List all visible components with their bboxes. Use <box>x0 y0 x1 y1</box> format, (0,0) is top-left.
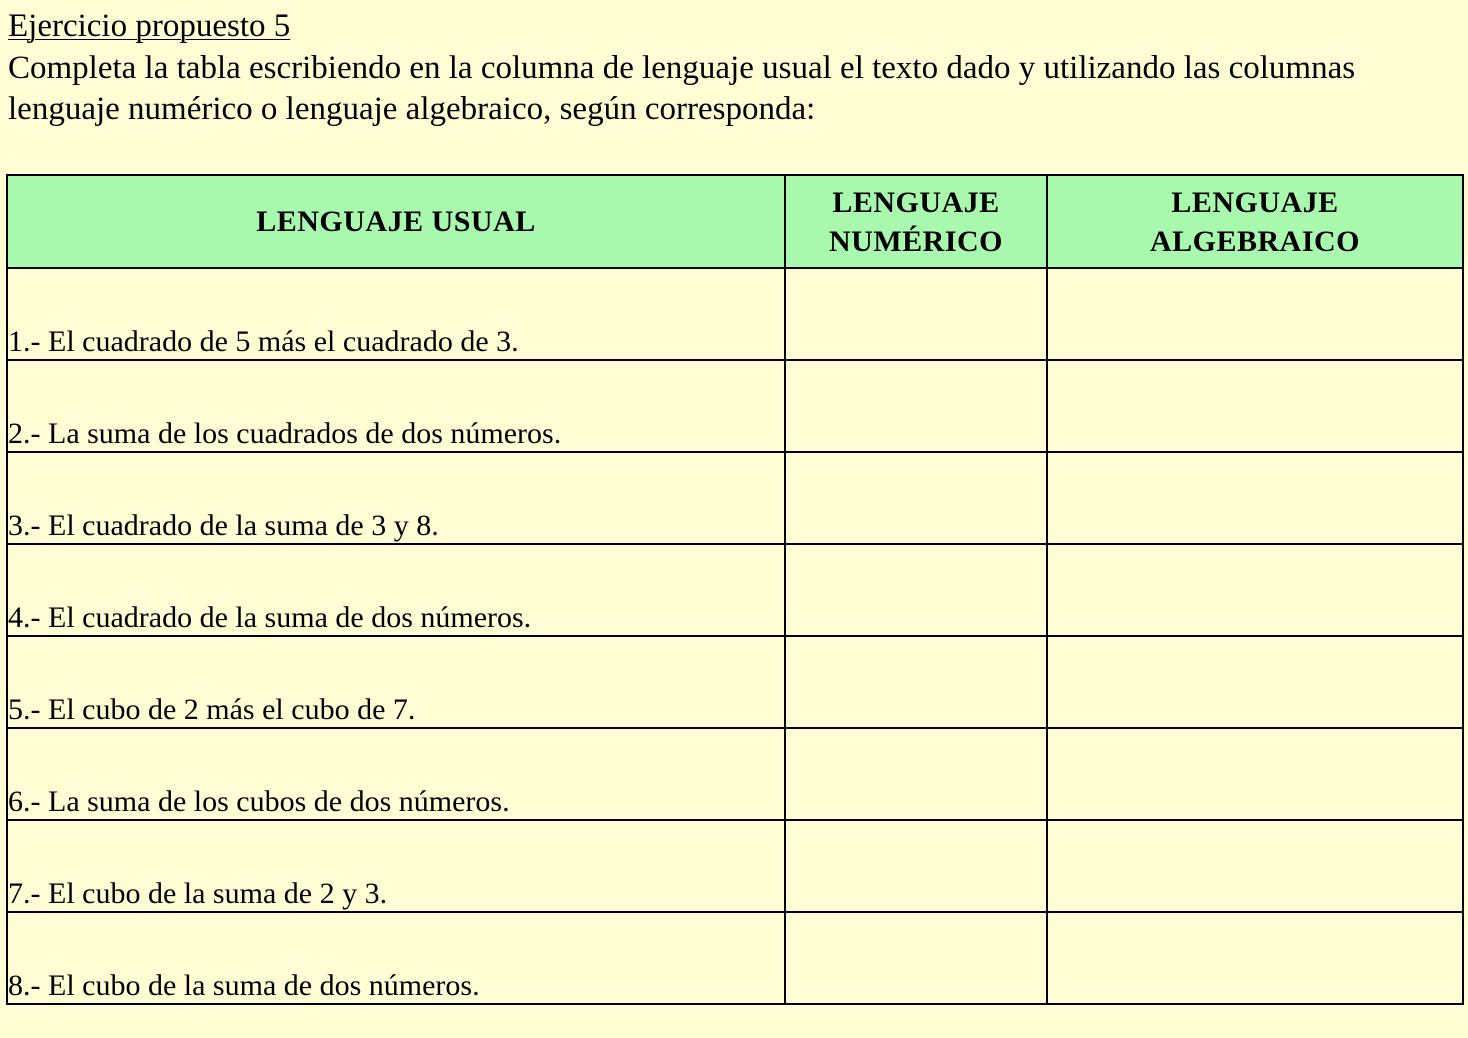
numerico-answer-cell[interactable] <box>785 268 1047 360</box>
exercise-table <box>6 174 1464 1005</box>
usual-cell: 1.- El cuadrado de 5 más el cuadrado de 3. <box>7 268 785 360</box>
header-lenguaje-usual <box>7 175 785 268</box>
numerico-answer-cell[interactable] <box>785 452 1047 544</box>
numerico-answer-cell[interactable] <box>785 360 1047 452</box>
algebraico-answer-cell[interactable] <box>1047 636 1463 728</box>
usual-cell: 6.- La suma de los cubos de dos números. <box>7 728 785 820</box>
table-row <box>7 820 1463 912</box>
header-lenguaje-algebraico-line2: ALGEBRAICO <box>1149 224 1361 258</box>
usual-cell: 4.- El cuadrado de la suma de dos números. <box>7 544 785 636</box>
algebraico-answer-cell[interactable] <box>1047 360 1463 452</box>
table-header-row <box>7 175 1463 268</box>
numerico-answer-cell[interactable] <box>785 820 1047 912</box>
numerico-answer-cell[interactable] <box>785 912 1047 1004</box>
table-row <box>7 912 1463 1004</box>
table-row <box>7 728 1463 820</box>
usual-cell: 5.- El cubo de 2 más el cubo de 7. <box>7 636 785 728</box>
algebraico-answer-cell[interactable] <box>1047 544 1463 636</box>
usual-cell: 2.- La suma de los cuadrados de dos números. <box>7 360 785 452</box>
table-row <box>7 544 1463 636</box>
exercise-instructions: Completa la tabla escribiendo en la columna de lenguaje usual el texto dado y utilizando las columnas lenguaje numérico o lenguaje algebraico, según corresponda: <box>8 50 1356 127</box>
exercise-title: Ejercicio propuesto 5 <box>8 8 291 44</box>
usual-cell: 8.- El cubo de la suma de dos números. <box>7 912 785 1004</box>
header-lenguaje-algebraico-line1: LENGUAJE <box>1171 185 1339 219</box>
algebraico-answer-cell[interactable] <box>1047 912 1463 1004</box>
numerico-answer-cell[interactable] <box>785 728 1047 820</box>
table-row <box>7 452 1463 544</box>
header-lenguaje-algebraico <box>1047 175 1463 268</box>
algebraico-answer-cell[interactable] <box>1047 820 1463 912</box>
algebraico-answer-cell[interactable] <box>1047 268 1463 360</box>
algebraico-answer-cell[interactable] <box>1047 728 1463 820</box>
table-row <box>7 360 1463 452</box>
usual-cell: 7.- El cubo de la suma de 2 y 3. <box>7 820 785 912</box>
algebraico-answer-cell[interactable] <box>1047 452 1463 544</box>
header-lenguaje-numerico <box>785 175 1047 268</box>
table-row <box>7 636 1463 728</box>
table-row <box>7 268 1463 360</box>
numerico-answer-cell[interactable] <box>785 544 1047 636</box>
header-lenguaje-numerico-line2: NUMÉRICO <box>829 224 1003 258</box>
header-lenguaje-numerico-line1: LENGUAJE <box>832 185 1000 219</box>
numerico-answer-cell[interactable] <box>785 636 1047 728</box>
header-lenguaje-usual-label: LENGUAJE USUAL <box>256 205 536 238</box>
usual-cell: 3.- El cuadrado de la suma de 3 y 8. <box>7 452 785 544</box>
